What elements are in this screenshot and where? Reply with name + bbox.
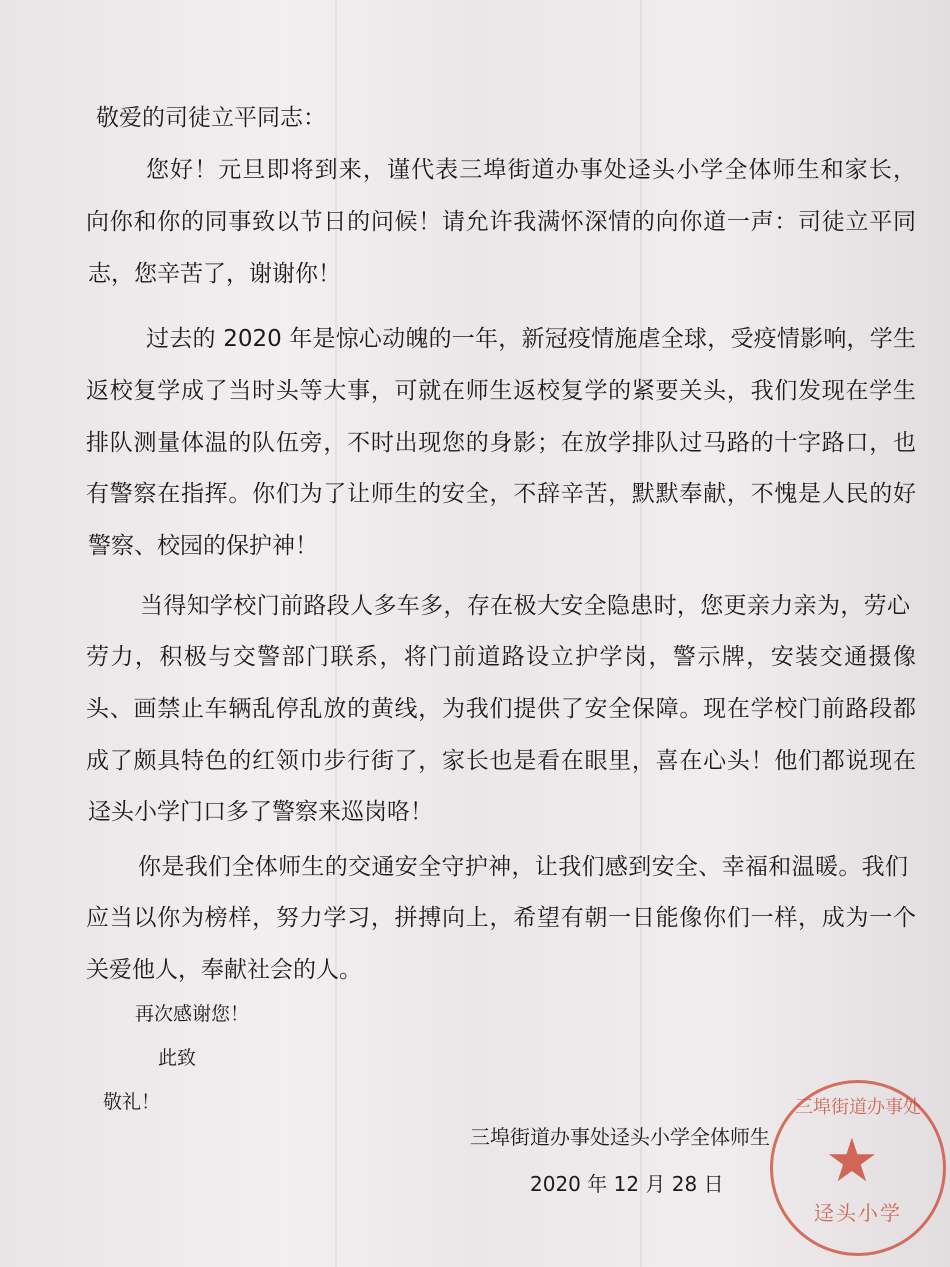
paragraph-line: 应当以你为榜样，努力学习，拼搏向上，希望有朝一日能像你们一样，成为一个: [86, 905, 916, 931]
paragraph-line: 你是我们全体师生的交通安全守护神，让我们感到安全、幸福和温暖。我们: [138, 854, 908, 880]
paper-fold: [640, 0, 642, 1267]
paragraph-line: 有警察在指挥。你们为了让师生的安全，不辞辛苦，默默奉献，不愧是人民的好: [86, 481, 916, 507]
paragraph-line: 劳力，积极与交警部门联系，将门前道路设立护学岗，警示牌，安装交通摄像: [86, 644, 916, 670]
paragraph-line: 返校复学成了当时头等大事，可就在师生返校复学的紧要关头，我们发现在学生: [86, 378, 916, 404]
closing-thanks: 再次感谢您！: [135, 1003, 250, 1025]
closing-cizhi: 此致: [158, 1047, 197, 1069]
paragraph-line: 警察、校园的保护神！: [88, 533, 318, 559]
signature: 三埠街道办事处迳头小学全体师生: [470, 1125, 770, 1149]
closing-jingli: 敬礼！: [103, 1091, 161, 1113]
paragraph-line: 过去的 2020 年是惊心动魄的一年，新冠疫情施虐全球，受疫情影响，学生: [146, 326, 916, 352]
paragraph-line: 头、画禁止车辆乱停乱放的黄线，为我们提供了安全保障。现在学校门前路段都: [86, 696, 916, 722]
star-icon: ★: [825, 1126, 879, 1196]
paper-fold: [335, 0, 337, 1267]
seal-bottom-text: 迳头小学: [814, 1201, 902, 1225]
paragraph-line: 成了颇具特色的红领巾步行街了，家长也是看在眼里，喜在心头！他们都说现在: [86, 748, 916, 774]
salutation: 敬爱的司徒立平同志：: [96, 105, 326, 131]
paragraph-line: 迳头小学门口多了警察来巡岗咯！: [88, 799, 433, 825]
paragraph-line: 排队测量体温的队伍旁，不时出现您的身影；在放学排队过马路的十字路口，也: [86, 430, 916, 456]
paragraph-line: 当得知学校门前路段人多车多，存在极大安全隐患时，您更亲力亲为，劳心: [140, 593, 910, 619]
paragraph-line: 向你和你的同事致以节日的问候！请允许我满怀深情的向你道一声：司徒立平同: [86, 209, 916, 235]
paragraph-line: 您好！元旦即将到来，谨代表三埠街道办事处迳头小学全体师生和家长，: [146, 157, 916, 183]
paragraph-line: 关爱他人，奉献社会的人。: [86, 957, 362, 983]
paragraph-line: 志，您辛苦了，谢谢你！: [88, 261, 341, 287]
seal-top-text: 三埠街道办事处: [795, 1097, 921, 1118]
date: 2020 年 12 月 28 日: [530, 1172, 724, 1196]
official-seal: [770, 1080, 946, 1256]
